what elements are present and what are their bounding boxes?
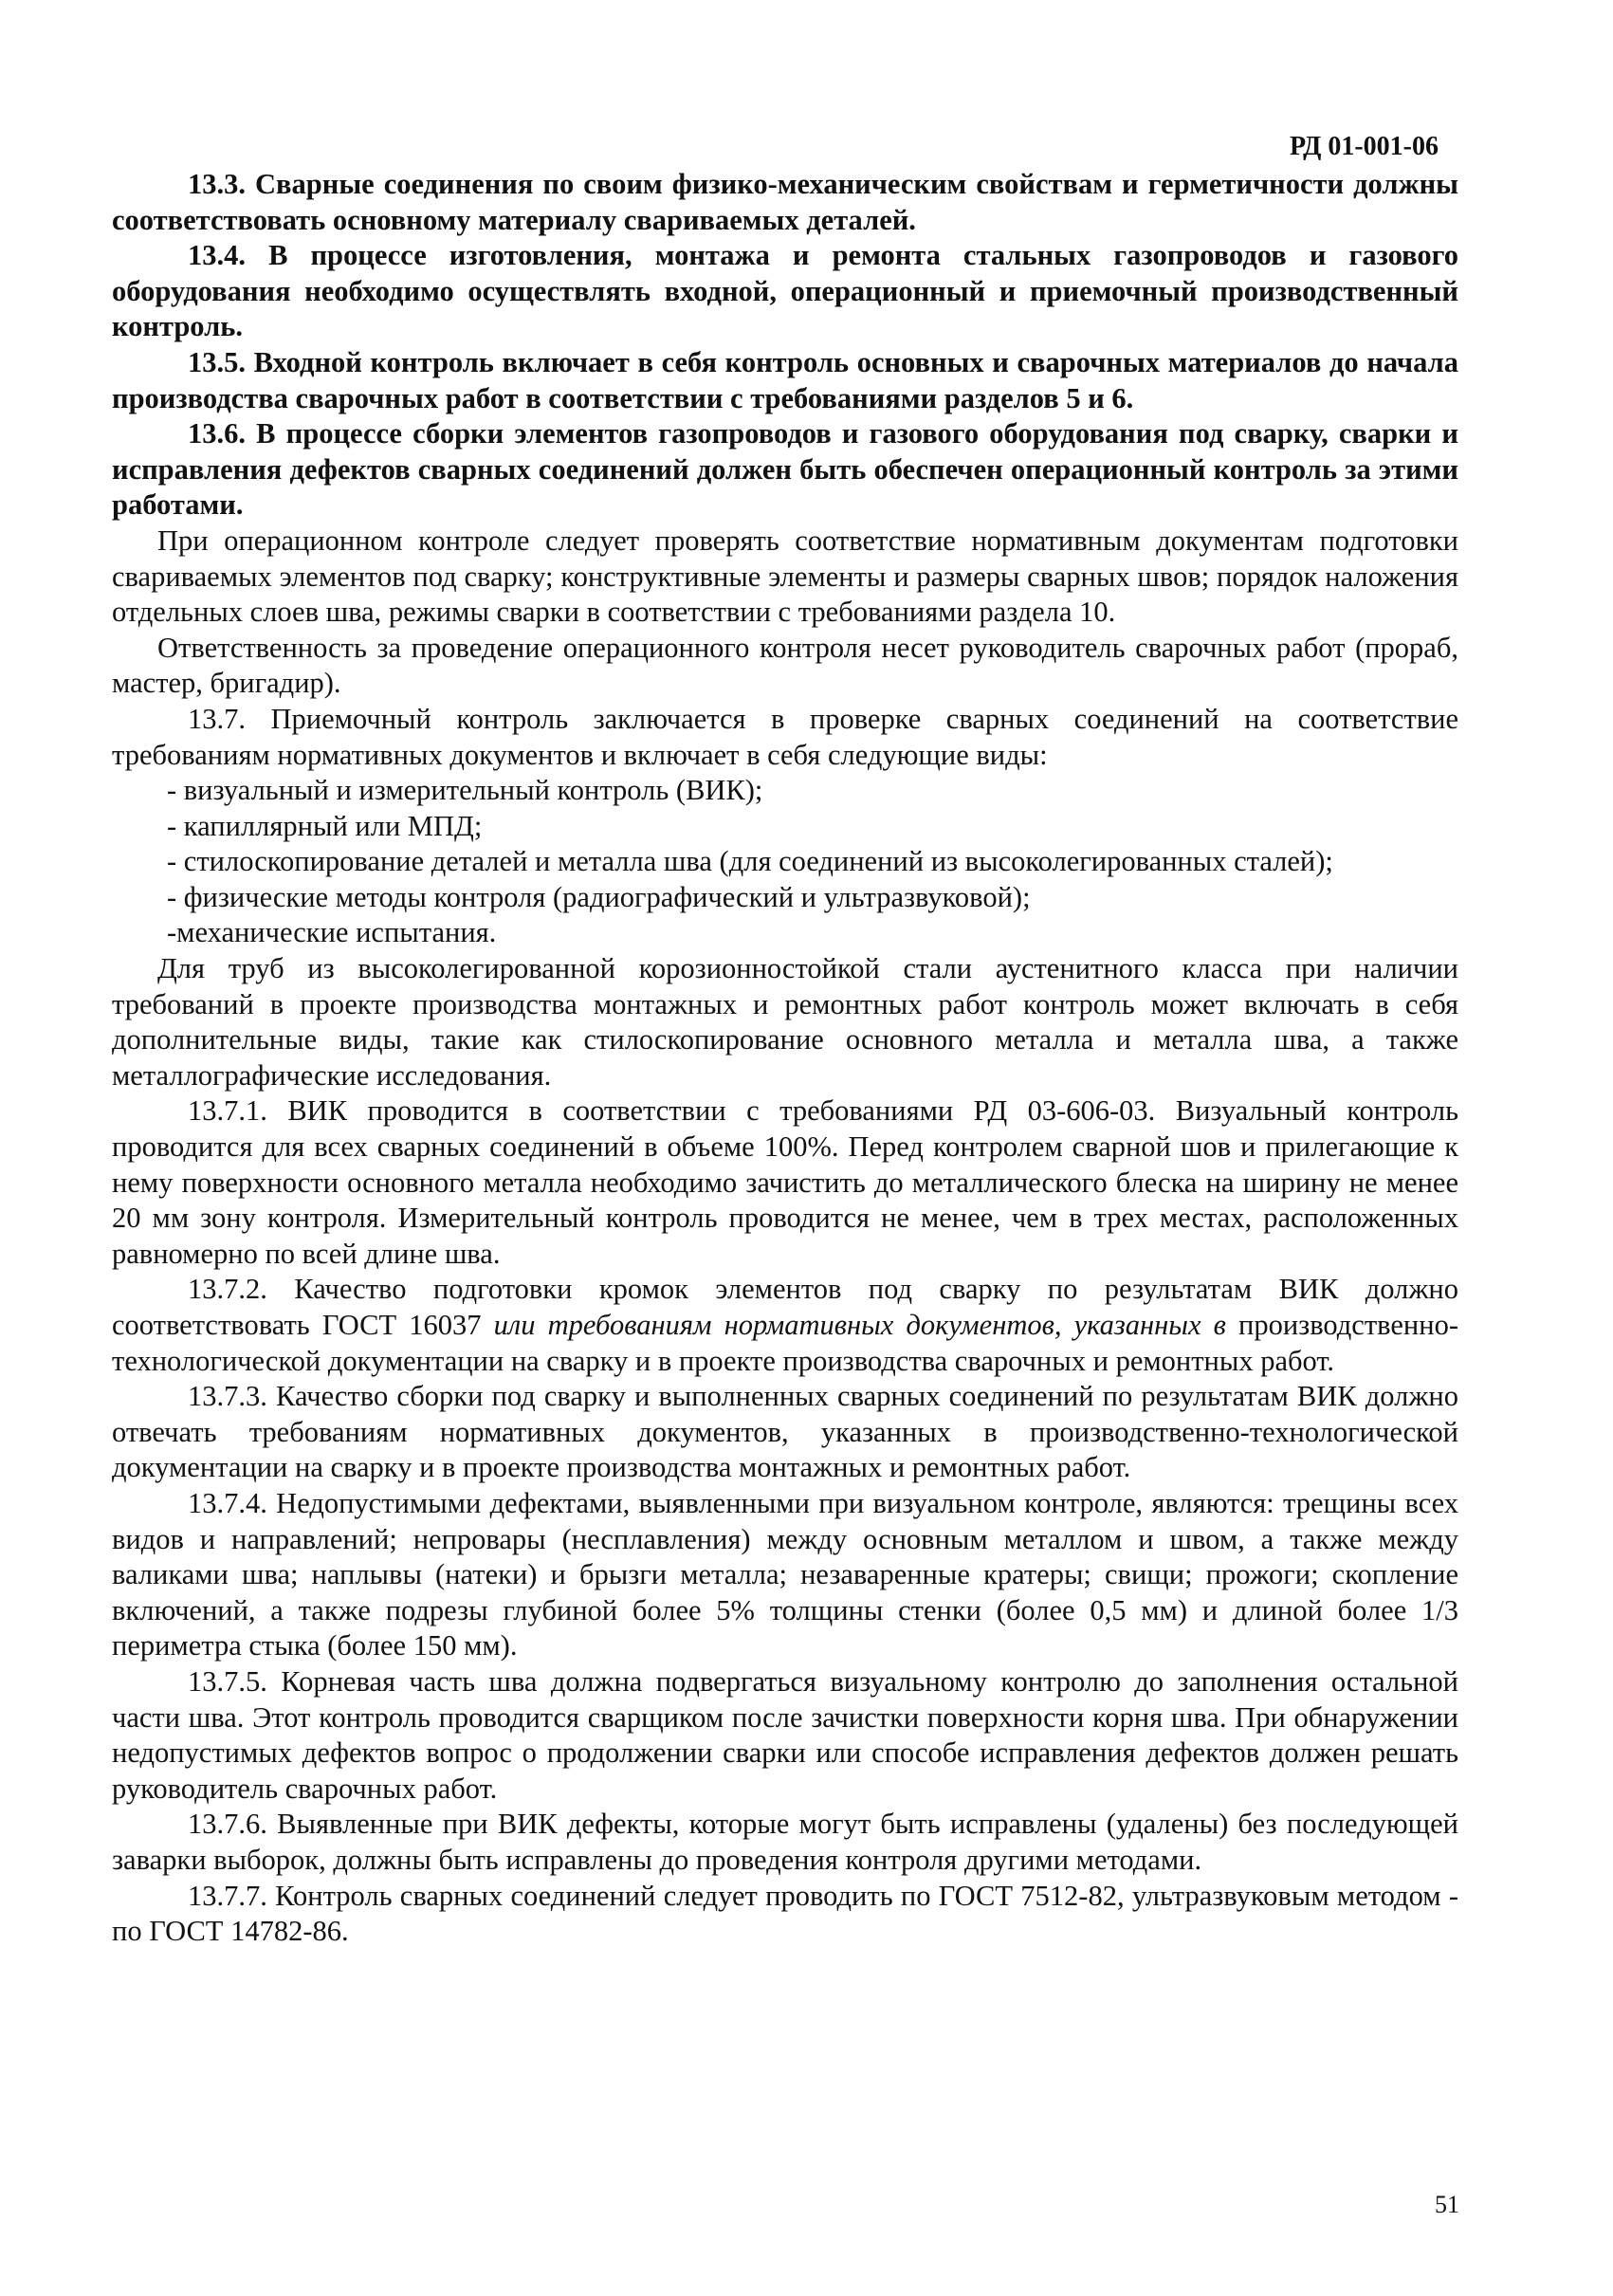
paragraph-13-4: 13.4. В процессе изготовления, монтажа и ремонта стальных газопроводов и газового оборудования необходимо осуществлять входной, операционный и приемочный производственный контроль. xyxy=(112,239,1458,343)
paragraph-13-7-4: 13.7.4. Недопустимыми дефектами, выявленными при визуальном контроле, являются: трещины всех видов и направлений; непровары (несплавления) между основным металлом и швом, а также между валиками шва; наплывы (натеки) и брызги металла; незаваренные кратеры; свищи; прожоги; скопление включений, а также подрезы глубиной более 5% толщины стенки (более 0,5 мм) и длиной более 1/3 периметра стыка (более 150 мм). xyxy=(112,1486,1458,1662)
list-item: - визуальный и измерительный контроль (ВИК); xyxy=(167,774,763,807)
list-item: -механические испытания. xyxy=(167,916,497,949)
paragraph-13-7-6: 13.7.6. Выявленные при ВИК дефекты, которые могут быть исправлены (удалены) без последующей заварки выборок, должны быть исправлены до проведения контроля другими методами. xyxy=(112,1808,1458,1876)
list-item: - капиллярный или МПД; xyxy=(167,809,483,842)
control-types-list xyxy=(112,773,1458,951)
paragraph-13-6: 13.6. В процессе сборки элементов газопроводов и газового оборудования под сварку, сварки и исправления дефектов сварных соединений должен быть обеспечен операционный контроль за этими работами. xyxy=(112,417,1458,522)
paragraph-13-7: 13.7. Приемочный контроль заключается в проверке сварных соединений на соответствие требованиям нормативных документов и включает в себя следующие виды: xyxy=(112,702,1458,771)
paragraph-13-7-2 xyxy=(112,1272,1458,1379)
paragraph-13-7-1: 13.7.1. ВИК проводится в соответствии с требованиями РД 03-606-03. Визуальный контроль проводится для всех сварных соединений в объеме 100%. Перед контролем сварной шов и прилегающие к нему поверхности основного металла необходимо зачистить до металлического блеска на ширину не менее 20 мм зону контроля. Измерительный контроль проводится не менее, чем в трех местах, расположенных равномерно по всей длине шва. xyxy=(112,1094,1458,1270)
document-body xyxy=(112,167,1458,1950)
paragraph-13-6-operational: При операционном контроле следует проверять соответствие нормативным документам подготовки свариваемых элементов под сварку; конструктивные элементы и размеры сварных швов; порядок наложения отдельных слоев шва, режимы сварки в соответствии с требованиями раздела 10. xyxy=(112,523,1458,629)
list-item: - стилоскопирование деталей и металла шва (для соединений из высоколегированных сталей); xyxy=(167,845,1333,878)
paragraph-13-7-5: 13.7.5. Корневая часть шва должна подвергаться визуальному контролю до заполнения остальной части шва. Этот контроль проводится сварщиком после зачистки поверхности корня шва. При обнаружении недопустимых дефектов вопрос о продолжении сварки или способе исправления дефектов должен решать руководитель сварочных работ. xyxy=(112,1664,1458,1805)
paragraph-13-5: 13.5. Входной контроль включает в себя контроль основных и сварочных материалов до начала производства сварочных работ в соответствии с требованиями разделов 5 и 6. xyxy=(112,345,1458,414)
paragraph-13-7-additional: Для труб из высоколегированной корозионностойкой стали аустенитного класса при наличии требований в проекте производства монтажных и ремонтных работ контроль может включать в себя дополнительные виды, такие как стилоскопирование основного металла и металла шва, а также металлографические исследования. xyxy=(112,952,1458,1092)
paragraph-13-7-2-part-c: производственно-технологической документации на сварку и в проекте производства сварочных и ремонтных работ. xyxy=(112,1309,1458,1377)
paragraph-13-6-responsibility: Ответственность за проведение операционного контроля несет руководитель сварочных работ (прораб, мастер, бригадир). xyxy=(112,631,1458,700)
paragraph-13-7-2-part-a: 13.7.2. Качество подготовки кромок элементов под сварку по результатам ВИК должно соответствовать ГОСТ 16037 xyxy=(112,1273,1458,1341)
list-item: - физические методы контроля (радиографический и ультразвуковой); xyxy=(167,880,1031,913)
paragraph-13-7-3: 13.7.3. Качество сборки под сварку и выполненных сварных соединений по результатам ВИК должно отвечать требованиям нормативных документов, указанных в производственно-технологической документации на сварку и в проекте производства монтажных и ремонтных работ. xyxy=(112,1380,1458,1484)
document-code: РД 01-001-06 xyxy=(1289,132,1439,161)
paragraph-13-3: 13.3. Сварные соединения по своим физико-механическим свойствам и герметичности должны соответствовать основному материалу свариваемых деталей. xyxy=(112,168,1458,236)
paragraph-13-7-7: 13.7.7. Контроль сварных соединений следует проводить по ГОСТ 7512-82, ультразвуковым методом - по ГОСТ 14782-86. xyxy=(112,1879,1458,1948)
paragraph-13-7-2-part-b: или требованиям нормативных документов, указанных в xyxy=(493,1309,1226,1341)
page-number: 51 xyxy=(1435,2191,1459,2218)
